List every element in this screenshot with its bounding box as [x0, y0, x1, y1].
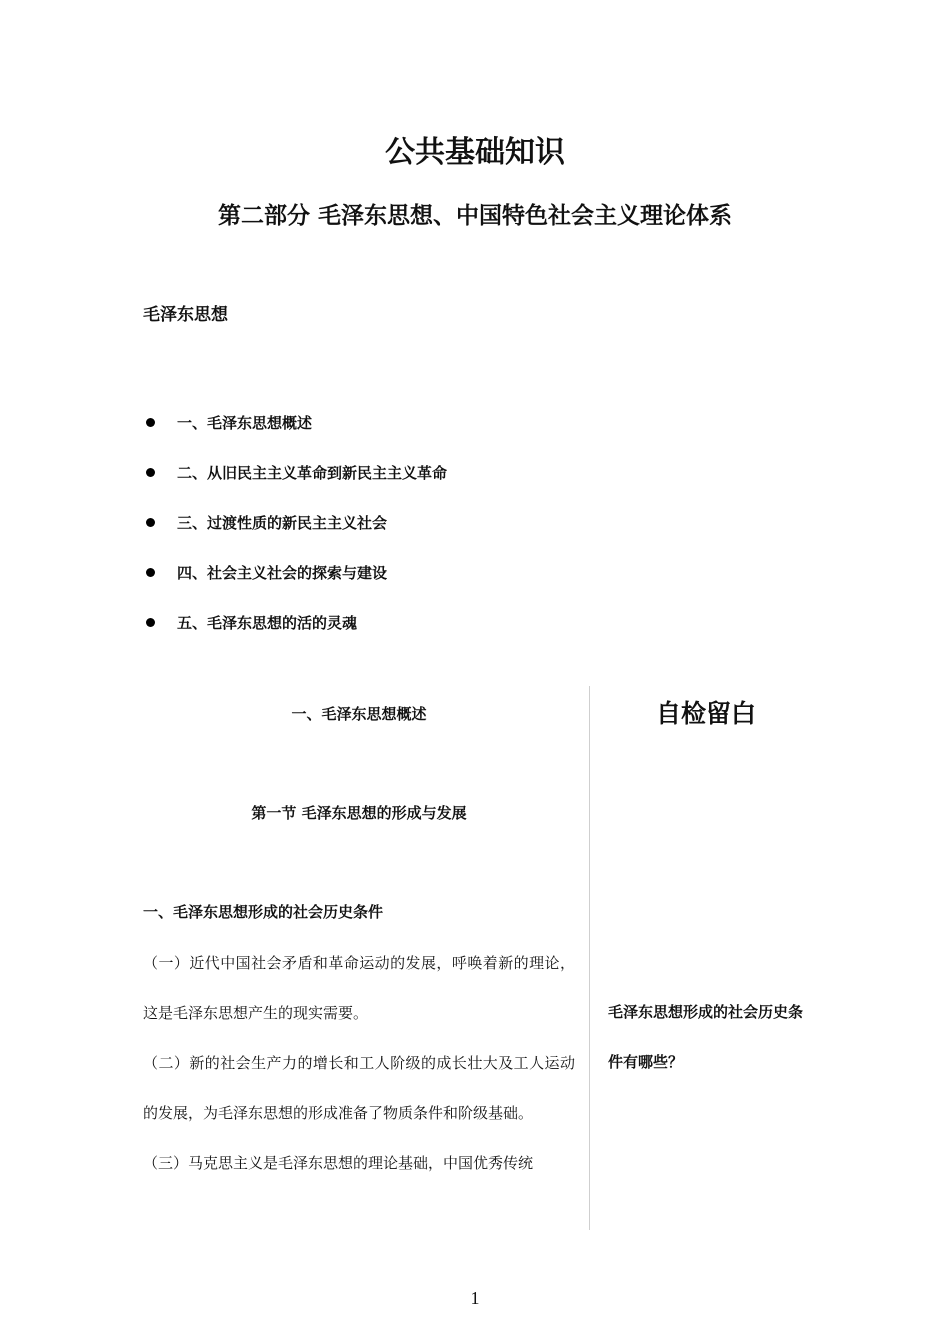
section-title: 第一节 毛泽东思想的形成与发展: [251, 804, 467, 822]
toc-item: [143, 497, 447, 547]
bullet-icon: [146, 618, 155, 627]
toc-item-label: 五、毛泽东思想的活的灵魂: [177, 613, 358, 632]
chapter-heading: 一、毛泽东思想概述: [291, 705, 427, 723]
paragraph: （一）近代中国社会矛盾和革命运动的发展，呼唤着新的理论，这是毛泽东思想产生的现实需要。: [143, 954, 575, 1022]
bullet-icon: [146, 518, 155, 527]
column-divider: [589, 686, 590, 1230]
toc-item-label: 三、过渡性质的新民主主义社会: [177, 513, 388, 532]
toc-item-label: 四、社会主义社会的探索与建设: [177, 563, 388, 582]
document-subtitle: 第二部分 毛泽东思想、中国特色社会主义理论体系: [217, 203, 732, 229]
toc-item: [143, 397, 447, 447]
bullet-icon: [146, 568, 155, 577]
page-number: 1: [470, 1288, 480, 1308]
bullet-icon: [146, 468, 155, 477]
paragraph: （三）马克思主义是毛泽东思想的理论基础，中国优秀传统: [143, 1154, 534, 1172]
toc-item: [143, 447, 447, 497]
bullet-icon: [146, 418, 155, 427]
paragraph: （二）新的社会生产力的增长和工人阶级的成长壮大及工人运动的发展，为毛泽东思想的形成准备了物质条件和阶级基础。: [143, 1054, 575, 1122]
self-check-question: 毛泽东思想形成的社会历史条件有哪些？: [608, 1003, 804, 1071]
subsection-heading: 一、毛泽东思想形成的社会历史条件: [143, 903, 384, 921]
toc-item-label: 二、从旧民主主义革命到新民主主义革命: [177, 463, 448, 482]
body-text: [143, 938, 575, 1188]
toc-item: [143, 547, 447, 597]
toc-item-label: 一、毛泽东思想概述: [177, 413, 313, 432]
toc-item: [143, 597, 447, 647]
table-of-contents: [143, 397, 447, 647]
section-heading: 毛泽东思想: [143, 305, 228, 325]
document-title: 公共基础知识: [385, 135, 565, 170]
self-check-title: 自检留白: [655, 699, 756, 728]
